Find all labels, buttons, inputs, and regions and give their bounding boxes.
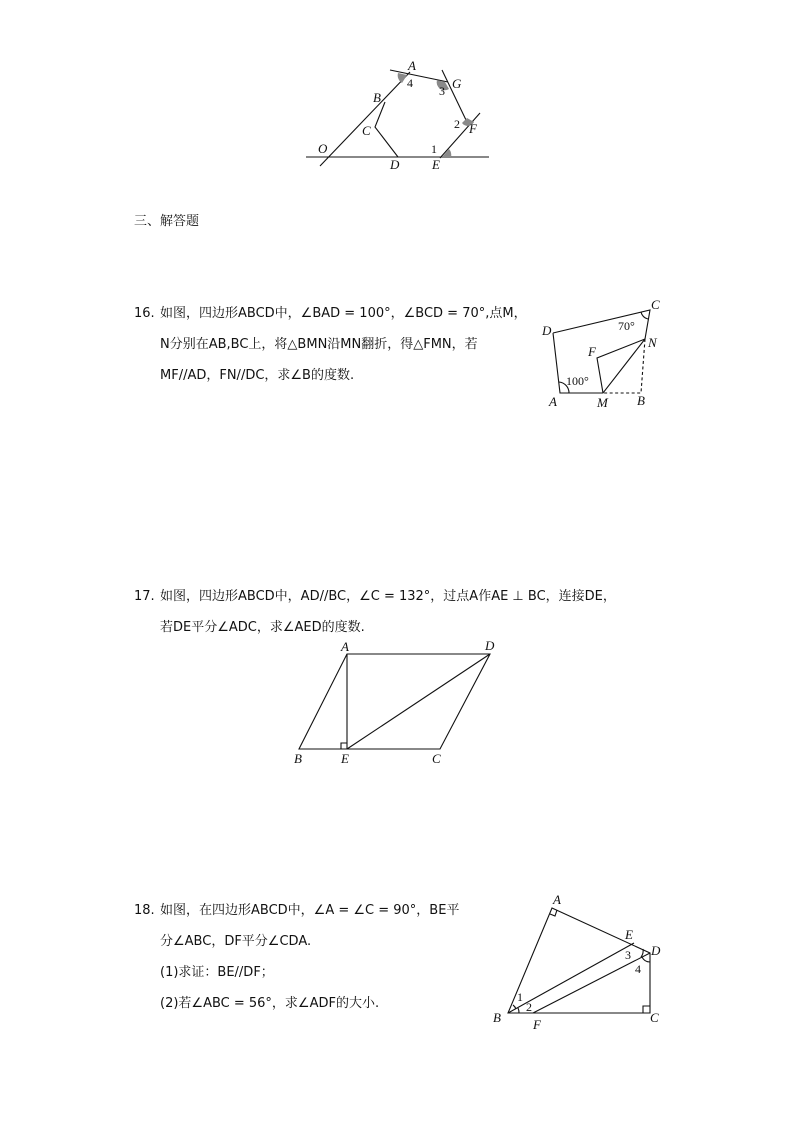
- section-heading: 三、解答题: [134, 214, 200, 229]
- q18-number: 18.: [134, 903, 155, 918]
- label-o: O: [318, 141, 328, 156]
- q18-angle-2-arc: [518, 1008, 519, 1013]
- q17-figure: [290, 636, 500, 770]
- q18-segment-df: [533, 953, 650, 1013]
- label-a: A: [408, 58, 416, 73]
- q17-label-c: C: [432, 751, 441, 766]
- q17-number: 17.: [134, 589, 155, 604]
- q16-label-b: B: [637, 393, 645, 408]
- top-geometry-figure: [290, 60, 500, 175]
- q16-angle-c-value: 70°: [618, 319, 635, 333]
- q17-label-a: A: [341, 639, 349, 654]
- path-bcd: [375, 102, 398, 157]
- q17-text-line-1: 如图，四边形ABCD中，AD//BC，∠C = 132°，过点A作AE ⊥ BC，连接DE，: [160, 589, 616, 604]
- angle-4-wedge: [398, 73, 407, 83]
- q18-label-c: C: [650, 1010, 659, 1025]
- angle-number-4: 4: [407, 76, 413, 90]
- q16-label-n: N: [648, 335, 657, 350]
- q18-angle-1-arc: [513, 1005, 516, 1009]
- q18-label-b: B: [493, 1010, 501, 1025]
- q18-angle-number-1: 1: [517, 990, 523, 1004]
- q17-parallelogram: [299, 654, 490, 749]
- q17-label-d: D: [485, 638, 495, 653]
- q18-text-line-2: 分∠ABC，DF平分∠CDA.: [160, 934, 312, 949]
- q16-label-m: M: [597, 395, 608, 410]
- q17-right-angle-mark: [341, 743, 347, 749]
- label-f: F: [469, 121, 477, 136]
- q18-label-f: F: [533, 1017, 541, 1032]
- q16-label-c: C: [651, 297, 660, 312]
- q18-label-a: A: [553, 892, 561, 907]
- q16-label-a: A: [549, 394, 557, 409]
- q16-number: 16.: [134, 306, 155, 321]
- q18-figure: [487, 888, 667, 1030]
- q16-text-line-2: N分别在AB,BC上，将△BMN沿MN翻折，得△FMN，若: [160, 337, 478, 352]
- q16-angle-c-arc: [641, 312, 648, 319]
- q18-angle-number-3: 3: [625, 948, 631, 962]
- q18-angle-number-4: 4: [635, 962, 641, 976]
- label-g: G: [452, 76, 462, 91]
- q16-angle-a-value: 100°: [566, 374, 589, 388]
- q18-angle-3-arc: [641, 949, 643, 957]
- q16-triangle-fmn: [597, 339, 645, 393]
- q17-segment-de: [347, 654, 490, 749]
- ray-oa-line: [320, 72, 410, 166]
- angle-number-2: 2: [454, 117, 460, 131]
- q18-text-line-4: (2)若∠ABC = 56°，求∠ADF的大小.: [160, 996, 380, 1011]
- q17-label-e: E: [341, 751, 349, 766]
- q16-text-line-1: 如图，四边形ABCD中，∠BAD = 100°，∠BCD = 70°,点M，: [160, 306, 527, 321]
- q16-figure: [535, 295, 670, 410]
- label-d: D: [390, 157, 400, 172]
- q17-text-line-2: 若DE平分∠ADC，求∠AED的度数.: [160, 620, 365, 635]
- q17-label-b: B: [294, 751, 302, 766]
- q16-label-d: D: [542, 323, 552, 338]
- q18-text-line-1: 如图，在四边形ABCD中，∠A = ∠C = 90°，BE平: [160, 903, 460, 918]
- q18-label-e: E: [625, 927, 633, 942]
- q18-label-d: D: [651, 943, 661, 958]
- label-b: B: [373, 90, 381, 105]
- label-c: C: [362, 123, 371, 138]
- q18-angle-4-arc: [642, 957, 650, 962]
- q16-label-f: F: [588, 344, 596, 359]
- angle-number-3: 3: [439, 84, 445, 98]
- q18-text-line-3: (1)求证：BE//DF；: [160, 965, 274, 980]
- angle-number-1: 1: [431, 142, 437, 156]
- label-e: E: [432, 157, 440, 172]
- q18-angle-number-2: 2: [526, 1000, 532, 1014]
- q16-text-line-3: MF//AD，FN//DC，求∠B的度数.: [160, 368, 355, 383]
- q18-right-angle-c: [643, 1006, 650, 1013]
